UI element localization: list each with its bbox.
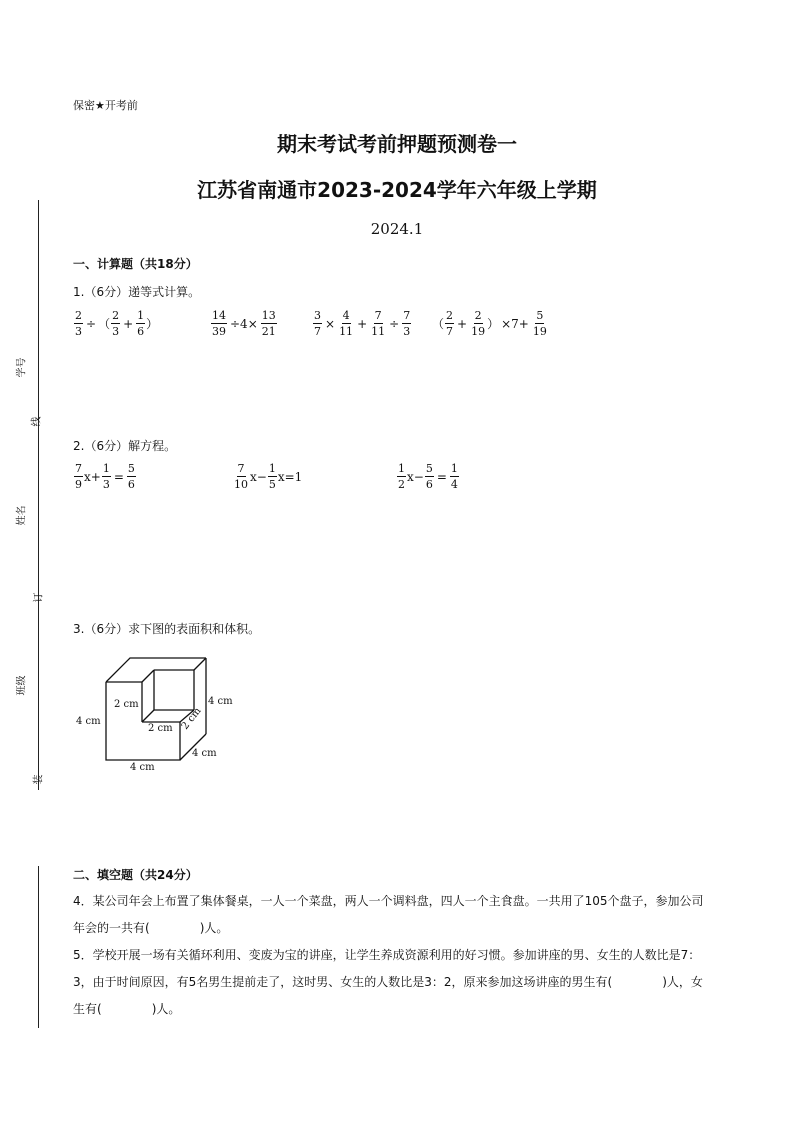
question-3-prompt: 3.（6分）求下图的表面积和体积。: [73, 622, 261, 636]
fraction: $\frac{5}{6}$: [425, 462, 433, 491]
label-right-height: 4 cm: [208, 696, 233, 707]
question-4: 4．某公司年会上布置了集体餐桌，一人一个菜盘，两人一个调料盘，四人一个主食盘。一共用了105个盘子，参加公司年会的一共有( )人。: [73, 894, 704, 935]
fraction: $\frac{1}{3}$: [102, 462, 110, 491]
section2-heading: 二、填空题（共24分）: [73, 868, 198, 882]
fraction: $\frac{5}{19}$: [532, 309, 547, 338]
label-notch-width: 2 cm: [148, 723, 173, 734]
q1-expression-2: $\frac{14}{39}$ ÷4× $\frac{13}{21}$: [212, 309, 276, 338]
confidential-note: 保密★开考前: [73, 99, 138, 112]
fraction: $\frac{4}{11}$: [339, 309, 354, 338]
fraction: 1 2: [398, 462, 405, 491]
q1-expression-1: $\frac{2}{3}$ ÷ （ 2 3 + $\frac{1}{6}$ ）: [75, 309, 159, 338]
label-notch-depth: 2 cm: [179, 705, 204, 732]
figure-edge: [142, 670, 154, 682]
fraction: $\frac{3}{7}$: [314, 309, 321, 338]
fraction: $\frac{2}{3}$: [75, 309, 82, 338]
question-5: 5．学校开展一场有关循环利用、变废为宝的讲座，让学生养成资源利用的好习惯。参加讲座的男、女生的人数比是7：3，由于时间原因，有5名男生提前走了，这时男、女生的人数比是3：2，原来参加这场讲座的男生有( )人，女生有( )人。: [73, 948, 703, 1016]
fraction: $\frac{1}{5}$: [268, 462, 276, 491]
fraction: 2 3: [112, 309, 120, 338]
fraction: $\frac{1}{4}$: [450, 462, 458, 491]
exam-date: 2024.1: [370, 220, 424, 238]
q2-equation-1: 7 9 x+ $\frac{1}{3}$ = $\frac{5}{6}$: [75, 462, 135, 491]
fraction: $\frac{13}{21}$: [261, 309, 276, 338]
binding-label-student-id: 学号: [16, 357, 28, 378]
label-depth: 4 cm: [192, 748, 217, 759]
section1-heading: 一、计算题（共18分）: [73, 257, 198, 271]
label-width: 4 cm: [130, 762, 155, 773]
binding-label-name: 姓名: [16, 505, 28, 526]
question-2-prompt: 2.（6分）解方程。: [73, 439, 177, 453]
fraction: $\frac{7}{11}$: [371, 309, 386, 338]
binding-line: [38, 200, 39, 790]
fraction: 7 9: [75, 462, 82, 491]
q2-equation-2: 7 10 x− $\frac{1}{5}$ x=1: [234, 462, 303, 491]
q1-expression-4: （ 2 7 + $\frac{2}{19}$ ） ×7+ $\frac{5}{19}$: [432, 309, 547, 338]
fraction: $\frac{5}{6}$: [127, 462, 135, 491]
binding-label-bind: 装: [33, 774, 45, 785]
fraction: $\frac{7}{3}$: [403, 309, 411, 338]
label-left-height: 4 cm: [76, 716, 101, 727]
fraction: $\frac{14}{39}$: [212, 309, 226, 338]
binding-label-line: 线: [31, 416, 43, 427]
binding-label-staple: 订: [33, 592, 45, 603]
binding-label-class: 班级: [16, 675, 28, 696]
cube-notch-figure: [70, 650, 250, 775]
figure-edge: [142, 710, 154, 722]
question-1-prompt: 1.（6分）递等式计算。: [73, 285, 201, 299]
label-notch-height: 2 cm: [114, 699, 139, 710]
q2-equation-3: 1 2 x− $\frac{5}{6}$ = $\frac{1}{4}$: [398, 462, 458, 491]
fraction: 2 7: [446, 309, 454, 338]
exam-subtitle: 江苏省南通市2023-2024学年六年级上学期: [197, 178, 597, 202]
fraction: $\frac{2}{19}$: [471, 309, 486, 338]
q1-expression-3: $\frac{3}{7}$ × $\frac{4}{11}$ + $\frac{7}{11}$ ÷ $\frac{7}{3}$: [314, 309, 411, 338]
fraction: $\frac{1}{6}$: [137, 309, 145, 338]
fraction: 7 10: [234, 462, 248, 491]
figure-edge: [194, 658, 206, 670]
exam-title: 期末考试考前押题预测卷一: [277, 132, 517, 156]
binding-line: [38, 866, 39, 1028]
